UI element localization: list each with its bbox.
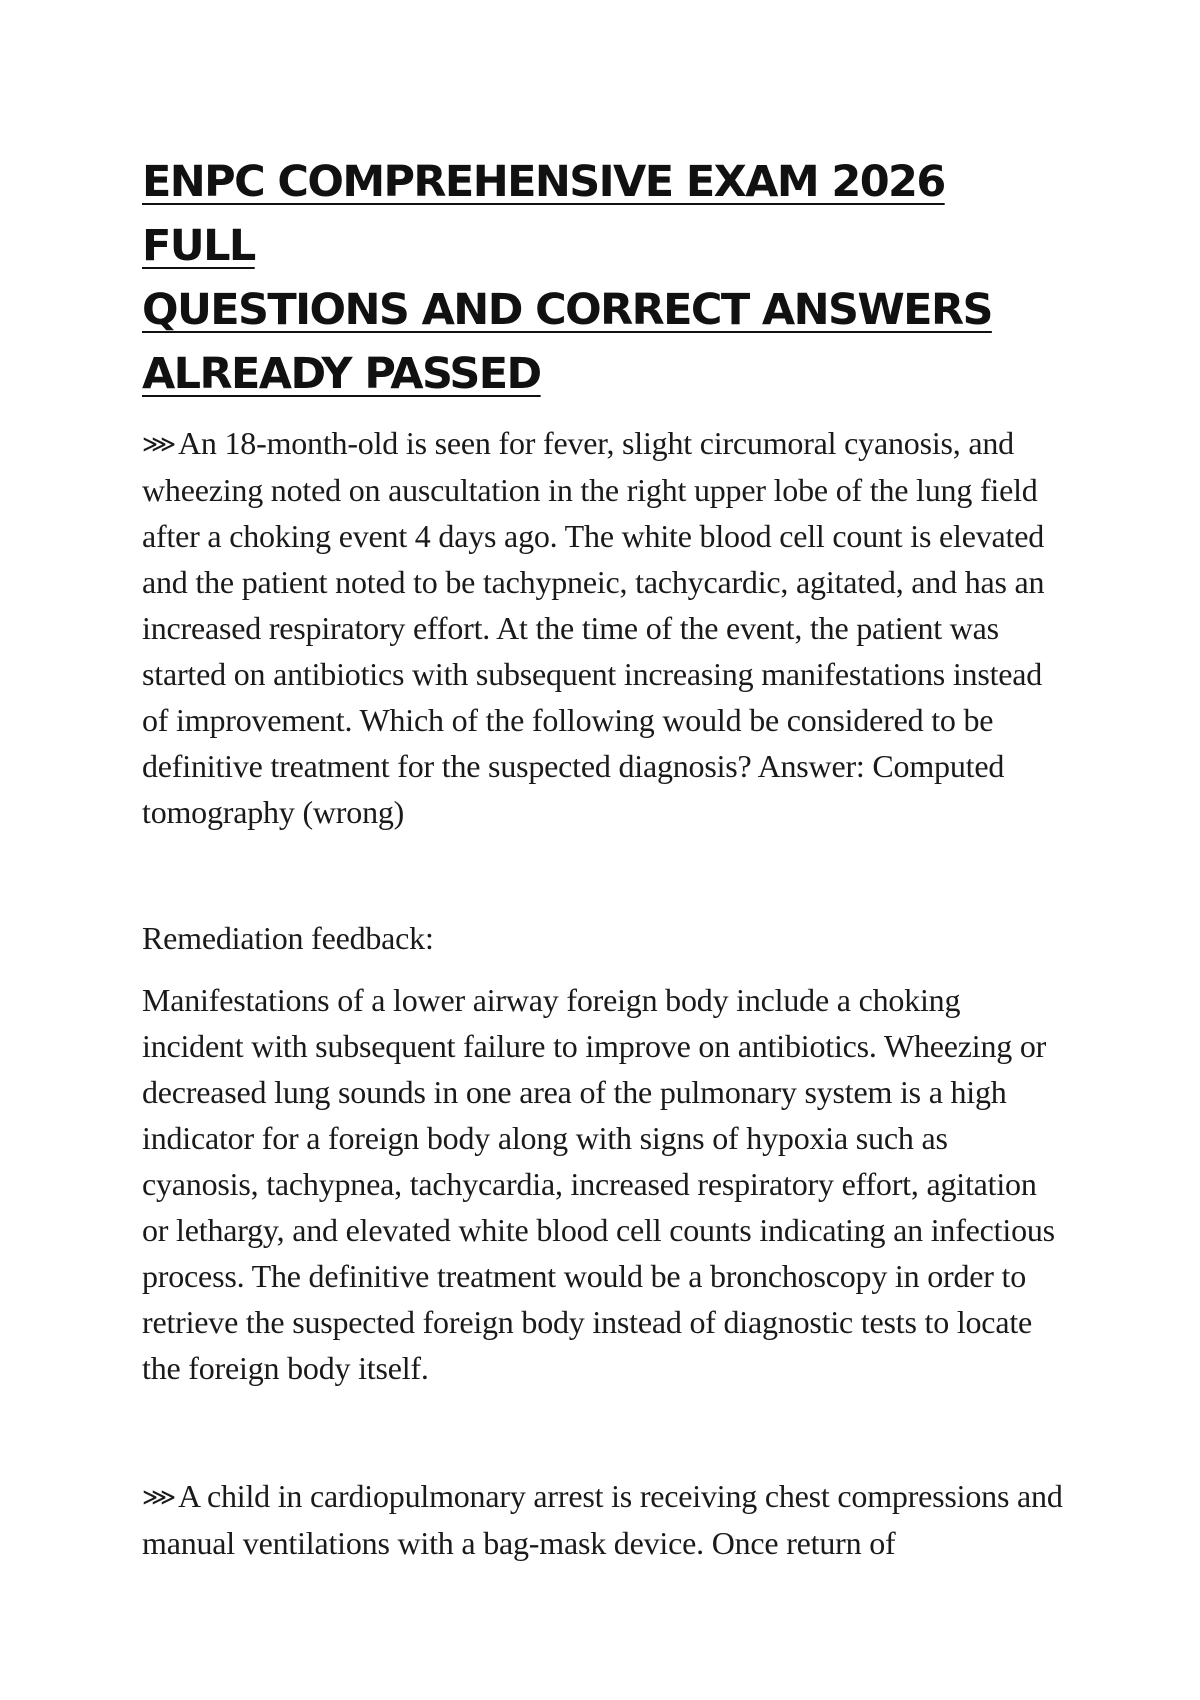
title-line-3: ALREADY PASSED [142, 349, 541, 399]
document-page [142, 150, 1067, 1566]
question-2 [142, 1473, 1067, 1566]
question-1-text: An 18-month-old is seen for fever, slight circumoral cyanosis, and wheezing noted on auscultation in the right upper lobe of the lung field after a choking event 4 days ago. The white blood cell count is elevated and the patient noted to be tachypneic, tachycardic, agitated, and has an increased respiratory effort. At the time of the event, the patient was started on antibiotics with subsequent increasing manifestations instead of improvement. Which of the following would be considered to be definitive treatment for the suspected diagnosis? Answer: Computed tomography (wrong) [142, 425, 1045, 830]
title-line-2: QUESTIONS AND CORRECT ANSWERS [142, 285, 992, 335]
remediation-heading: Remediation feedback: [142, 920, 434, 956]
arrow-bullet-icon: ⋙ [142, 1483, 176, 1511]
title-line-1: ENPC COMPREHENSIVE EXAM 2026 FULL [142, 157, 945, 271]
question-2-text: A child in cardiopulmonary arrest is receiving chest compressions and manual ventilations with a bag-mask device. Once return of [142, 1478, 1063, 1561]
arrow-bullet-icon: ⋙ [142, 430, 176, 458]
remediation-text: Manifestations of a lower airway foreign body include a choking incident with subsequent failure to improve on antibiotics. Wheezing or decreased lung sounds in one area of the pulmonary system is a high indicator for a foreign body along with signs of hypoxia such as cyanosis, tachypnea, tachycardia, increased respiratory effort, agitation or lethargy, and elevated white blood cell counts indicating an infectious process. The definitive treatment would be a bronchoscopy in order to retrieve the suspected foreign body instead of diagnostic tests to locate the foreign body itself. [142, 982, 1055, 1386]
question-1 [142, 420, 1067, 835]
document-title [142, 150, 1067, 406]
